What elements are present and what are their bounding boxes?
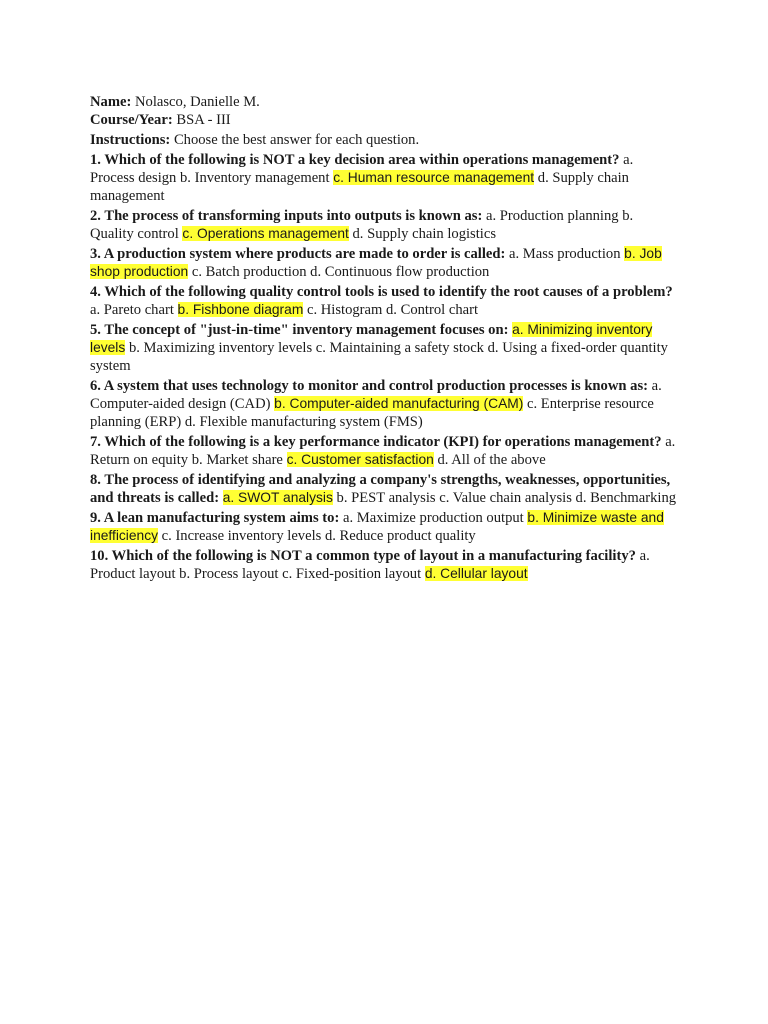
question-stem: 10. Which of the following is NOT a common type of layout in a manufacturing facility? [90, 548, 636, 564]
name-value: Nolasco, Danielle M. [135, 94, 260, 110]
question-stem: 5. The concept of "just-in-time" inventory management focuses on: [90, 322, 509, 338]
question-options-before: a. Maximize production output [342, 510, 524, 526]
highlighted-answer: b. Minimize waste and inefficiency [90, 510, 664, 543]
question-stem: 8. The process of identifying and analyzing a company's strengths, weaknesses, opportunities, and threats is called: [90, 472, 671, 506]
question-stem: 2. The process of transforming inputs into outputs is known as: [90, 208, 483, 224]
question-1 [90, 151, 680, 205]
question-10 [90, 547, 680, 583]
question-options-before: a. Process design b. Inventory management [90, 152, 634, 186]
question-options-after: c. Histogram d. Control chart [306, 302, 479, 318]
instructions-value: Choose the best answer for each question. [173, 132, 420, 148]
question-4 [90, 283, 680, 319]
highlighted-answer: c. Operations management [182, 226, 349, 241]
question-stem: 9. A lean manufacturing system aims to: [90, 510, 340, 526]
question-options-after: c. Batch production d. Continuous flow production [191, 264, 490, 280]
question-stem: 7. Which of the following is a key performance indicator (KPI) for operations management? [90, 434, 662, 450]
course-line [90, 111, 680, 129]
question-3 [90, 245, 680, 281]
highlighted-answer: c. Human resource management [333, 170, 535, 185]
name-label: Name: [90, 94, 132, 110]
question-options-after: d. Supply chain management [90, 170, 629, 204]
question-stem: 3. A production system where products are made to order is called: [90, 246, 506, 262]
question-5 [90, 321, 680, 375]
question-options-after: d. Supply chain logistics [352, 226, 497, 242]
document-body [90, 93, 680, 583]
question-options-after: c. Increase inventory levels d. Reduce product quality [161, 528, 476, 544]
question-options-after: d. All of the above [437, 452, 546, 468]
question-options-before: a. Computer-aided design (CAD) [90, 378, 662, 412]
highlighted-answer: b. Fishbone diagram [177, 302, 304, 317]
instructions-label: Instructions: [90, 132, 171, 148]
question-options-before: a. Pareto chart [90, 302, 174, 318]
question-options-before: a. Product layout b. Process layout c. Fixed-position layout [90, 548, 650, 582]
course-value: BSA - III [176, 112, 231, 128]
question-6 [90, 377, 680, 431]
question-options-before: a. Mass production [509, 246, 621, 262]
question-stem: 6. A system that uses technology to monitor and control production processes is known as: [90, 378, 648, 394]
highlighted-answer: c. Customer satisfaction [286, 452, 434, 467]
question-options-before: a. Return on equity b. Market share [90, 434, 676, 468]
question-options-after: b. PEST analysis c. Value chain analysis d. Benchmarking [336, 490, 677, 506]
question-options-after: b. Maximizing inventory levels c. Maintaining a safety stock d. Using a fixed-order quantity system [90, 340, 668, 374]
question-options-after: c. Enterprise resource planning (ERP) d. Flexible manufacturing system (FMS) [90, 396, 654, 430]
instructions-line [90, 131, 680, 149]
question-2 [90, 207, 680, 243]
name-line [90, 93, 680, 111]
highlighted-answer: a. Minimizing inventory levels [90, 322, 653, 355]
highlighted-answer: d. Cellular layout [424, 566, 528, 581]
highlighted-answer: b. Computer-aided manufacturing (CAM) [274, 396, 524, 411]
course-label: Course/Year: [90, 112, 173, 128]
question-stem: 4. Which of the following quality control tools is used to identify the root causes of a problem? [90, 284, 673, 300]
question-options-before: a. Production planning b. Quality control [90, 208, 634, 242]
question-9 [90, 509, 680, 545]
question-8 [90, 471, 680, 507]
highlighted-answer: b. Job shop production [90, 246, 662, 279]
question-stem: 1. Which of the following is NOT a key decision area within operations management? [90, 152, 620, 168]
question-7 [90, 433, 680, 469]
highlighted-answer: a. SWOT analysis [222, 490, 333, 505]
